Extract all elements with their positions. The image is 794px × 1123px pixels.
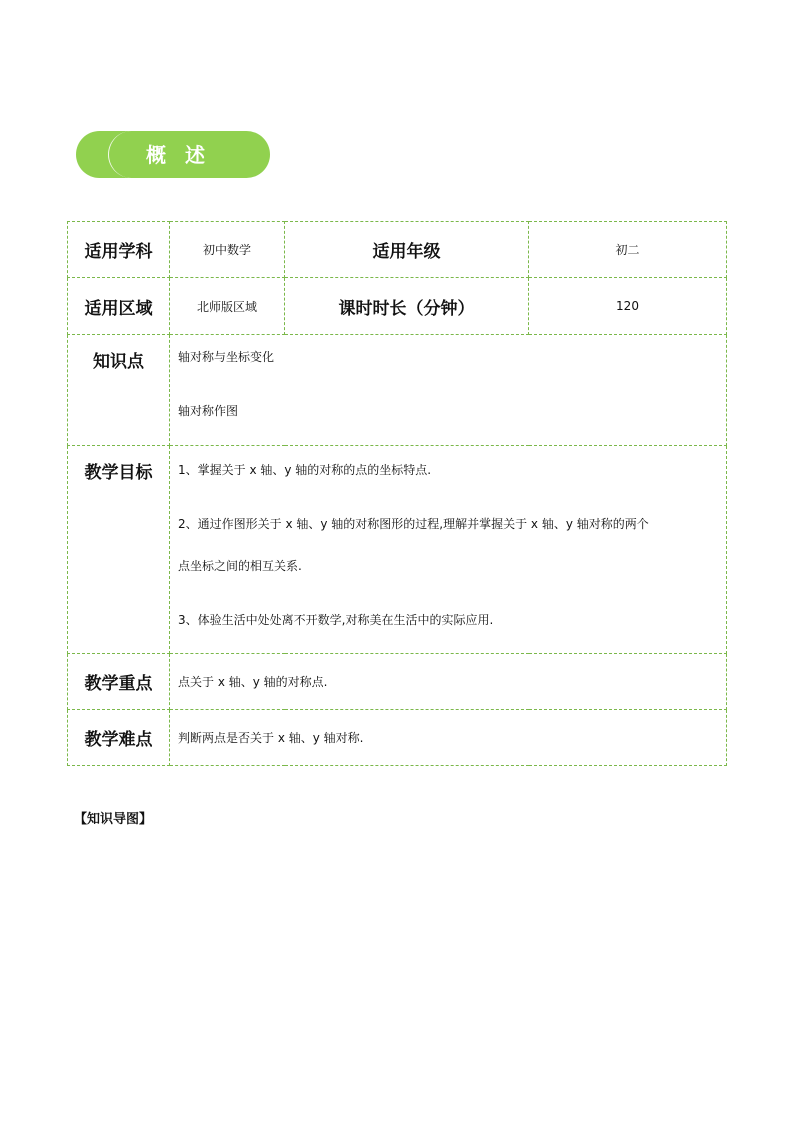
goal-item: 2、通过作图形关于 x 轴、y 轴的对称图形的过程,理解并掌握关于 x 轴、y 轴对称的两个 (178, 517, 649, 531)
row-focus (68, 654, 727, 710)
knowledge-map-title: 【知识导图】 (74, 812, 153, 827)
knowledge-item: 轴对称作图 (178, 404, 239, 418)
row-goals (68, 446, 727, 654)
row-region (68, 278, 727, 335)
region-value: 北师版区域 (170, 278, 285, 335)
teaching-goals (170, 446, 727, 654)
subject-label: 适用学科 (68, 222, 170, 278)
focus-label: 教学重点 (68, 654, 170, 710)
grade-value: 初二 (529, 222, 727, 278)
overview-title: 概 述 (146, 143, 211, 167)
knowledge-points (170, 335, 727, 446)
grade-label: 适用年级 (285, 222, 529, 278)
knowledge-label: 知识点 (68, 335, 170, 446)
row-subject (68, 222, 727, 278)
duration-value: 120 (529, 278, 727, 335)
row-knowledge (68, 335, 727, 446)
lesson-info-table (67, 221, 727, 766)
subject-value: 初中数学 (170, 222, 285, 278)
focus-value: 点关于 x 轴、y 轴的对称点. (170, 654, 727, 710)
goal-item: 3、体验生活中处处离不开数学,对称美在生活中的实际应用. (178, 613, 494, 627)
difficulty-label: 教学难点 (68, 710, 170, 766)
duration-label: 课时时长（分钟） (285, 278, 529, 335)
goal-item: 1、掌握关于 x 轴、y 轴的对称的点的坐标特点. (178, 463, 432, 477)
knowledge-item: 轴对称与坐标变化 (178, 350, 275, 364)
row-difficulty (68, 710, 727, 766)
goals-label: 教学目标 (68, 446, 170, 654)
region-label: 适用区域 (68, 278, 170, 335)
goal-item: 点坐标之间的相互关系. (178, 559, 302, 573)
difficulty-value: 判断两点是否关于 x 轴、y 轴对称. (170, 710, 727, 766)
